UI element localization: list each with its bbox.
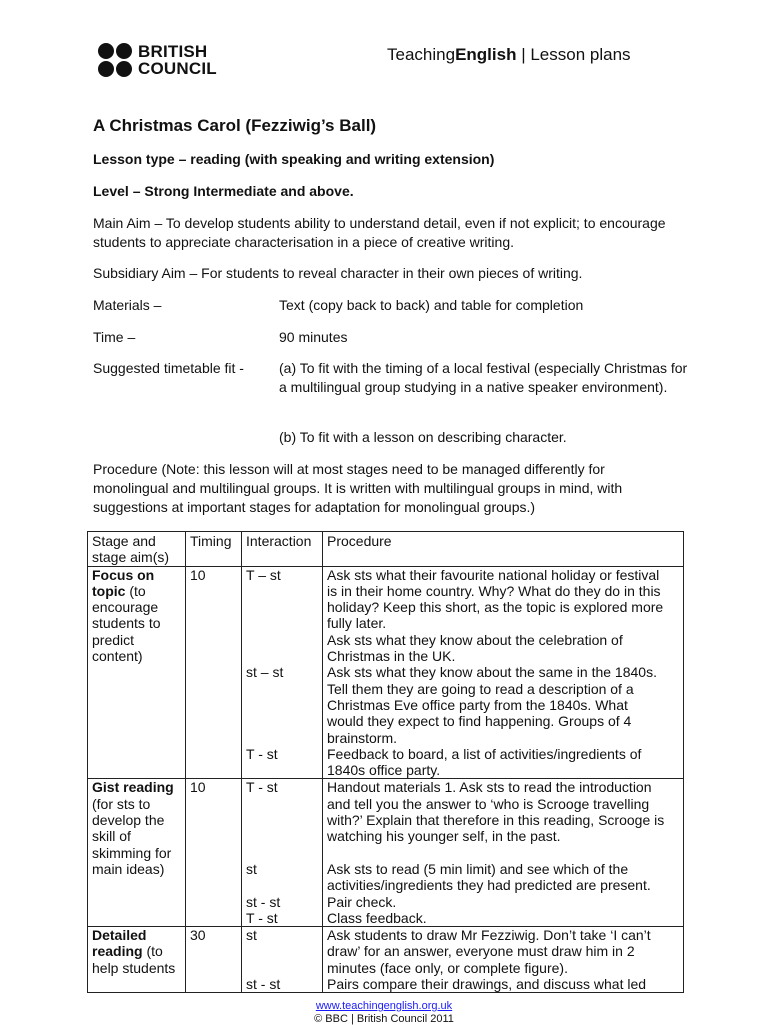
table-row bbox=[88, 779, 684, 927]
time-label: Time – bbox=[93, 329, 136, 345]
stage-cell bbox=[88, 566, 186, 779]
header-procedure: Procedure bbox=[323, 532, 684, 567]
procedure-line: brainstorm. bbox=[327, 729, 398, 746]
footer-url[interactable]: www.teachingenglish.org.uk bbox=[315, 1000, 453, 1012]
procedure-line: Ask sts to read (5 min limit) and see which of the bbox=[327, 860, 629, 877]
interaction-line: st - st bbox=[246, 976, 281, 993]
procedure-line: 1840s office party. bbox=[327, 762, 441, 779]
stage-aim: (to encourage students to predict content) bbox=[92, 582, 161, 665]
stage-aim: (for sts to develop the skill of skimming for main ideas) bbox=[92, 795, 172, 877]
brand-bold: English bbox=[455, 45, 517, 64]
header-stage: Stage and stage aim(s) bbox=[88, 532, 186, 567]
interaction-line bbox=[246, 796, 318, 812]
timing-cell: 10 bbox=[186, 779, 242, 927]
interaction-line bbox=[246, 583, 318, 599]
timetable-option-b: (b) To fit with a lesson on describing character. bbox=[279, 429, 567, 445]
interaction-line: st - st bbox=[246, 893, 281, 910]
procedure-line: with?’ Explain that therefore in this reading, Scrooge is bbox=[327, 812, 665, 829]
timetable-option-a: (a) To fit with the timing of a local festival (especially Christmas for a multilingual group studying in a native speaker environment). bbox=[279, 360, 688, 395]
brand-separator: | bbox=[516, 45, 531, 64]
interaction-line bbox=[246, 648, 318, 664]
level: Level – Strong Intermediate and above. bbox=[93, 183, 354, 199]
table-row bbox=[88, 927, 684, 993]
materials-label: Materials – bbox=[93, 297, 162, 313]
procedure-line: minutes (face only, or complete figure). bbox=[327, 959, 568, 976]
procedure-line: fully later. bbox=[327, 615, 387, 632]
procedure-line: Christmas in the UK. bbox=[327, 648, 456, 665]
stage-name: Detailed reading bbox=[92, 927, 147, 960]
procedure-cell bbox=[323, 566, 684, 779]
procedure-line: Ask students to draw Mr Fezziwig. Don’t take ‘I can’t bbox=[327, 927, 651, 944]
interaction-line: st – st bbox=[246, 664, 284, 681]
logo-line-2: COUNCIL bbox=[138, 59, 217, 78]
footer-link[interactable] bbox=[0, 1000, 768, 1012]
timing-cell: 10 bbox=[186, 566, 242, 779]
lesson-type: Lesson type – reading (with speaking and writing extension) bbox=[93, 151, 495, 167]
teaching-english-header bbox=[387, 44, 631, 66]
procedure-line: is in their home country. Why? What do they do in this bbox=[327, 582, 661, 599]
procedure-line: Christmas Eve office party from the 1840s. What bbox=[327, 696, 628, 713]
interaction-line bbox=[246, 845, 318, 861]
header-timing: Timing bbox=[186, 532, 242, 567]
procedure-line: and tell you the answer to ‘who is Scrooge travelling bbox=[327, 795, 650, 812]
table-header-row bbox=[88, 532, 684, 567]
procedure-cell bbox=[323, 779, 684, 927]
procedure-line: watching his younger self, in the past. bbox=[327, 828, 561, 845]
stage-cell bbox=[88, 779, 186, 927]
interaction-line bbox=[246, 632, 318, 648]
timing-cell: 30 bbox=[186, 927, 242, 993]
interaction-line bbox=[246, 828, 318, 844]
brand-section: Lesson plans bbox=[530, 45, 631, 64]
materials-value: Text (copy back to back) and table for completion bbox=[279, 297, 584, 313]
interaction-line: st bbox=[246, 927, 257, 944]
brand-regular: Teaching bbox=[387, 45, 456, 64]
interaction-line bbox=[246, 960, 318, 976]
interaction-line: T - st bbox=[246, 909, 278, 926]
procedure-line: Handout materials 1. Ask sts to read the introduction bbox=[327, 779, 652, 796]
british-council-logo bbox=[98, 43, 217, 77]
interaction-cell bbox=[242, 566, 323, 779]
interaction-cell bbox=[242, 927, 323, 993]
interaction-line bbox=[246, 599, 318, 615]
interaction-line bbox=[246, 697, 318, 713]
interaction-line: T - st bbox=[246, 745, 278, 762]
stage-cell bbox=[88, 927, 186, 993]
procedure-line: Ask sts what their favourite national holiday or festival bbox=[327, 566, 660, 583]
procedure-line: holiday? Keep this short, as the topic is explored more bbox=[327, 599, 664, 616]
procedure-line: Feedback to board, a list of activities/ingredients of bbox=[327, 745, 642, 762]
time-value: 90 minutes bbox=[279, 329, 348, 345]
procedure-line bbox=[327, 845, 679, 861]
logo-dots-icon bbox=[98, 43, 132, 77]
logo-text bbox=[138, 43, 217, 77]
logo-line-1: BRITISH bbox=[138, 42, 208, 61]
timetable-label: Suggested timetable fit - bbox=[93, 360, 244, 376]
header-interaction: Interaction bbox=[242, 532, 323, 567]
interaction-line: st bbox=[246, 860, 257, 877]
interaction-line bbox=[246, 713, 318, 729]
interaction-line bbox=[246, 812, 318, 828]
procedure-cell bbox=[323, 927, 684, 993]
interaction-line bbox=[246, 943, 318, 959]
interaction-line bbox=[246, 615, 318, 631]
procedure-note: Procedure (Note: this lesson will at most stages need to be managed differently for monolingual and multilingual groups. It is written with multilingual groups in mind, with suggestions at important stages for adaptation for monolingual groups.) bbox=[93, 461, 623, 515]
procedure-line: Ask sts what they know about the celebration of bbox=[327, 631, 623, 648]
procedure-line: Class feedback. bbox=[327, 909, 427, 926]
procedure-line: Pairs compare their drawings, and discuss what led bbox=[327, 976, 647, 993]
procedure-line: activities/ingredients they had predicted are present. bbox=[327, 877, 651, 894]
interaction-cell bbox=[242, 779, 323, 927]
stage-name: Focus on topic bbox=[92, 566, 155, 599]
procedure-line: draw’ for an answer, everyone must draw him in 2 bbox=[327, 943, 635, 960]
procedure-line: Tell them they are going to read a description of a bbox=[327, 680, 634, 697]
interaction-line: T - st bbox=[246, 779, 278, 796]
interaction-line: T – st bbox=[246, 566, 281, 583]
interaction-line bbox=[246, 730, 318, 746]
footer-copyright: © BBC | British Council 2011 bbox=[314, 1013, 454, 1025]
stage-name: Gist reading bbox=[92, 779, 174, 796]
page-title: A Christmas Carol (Fezziwig’s Ball) bbox=[93, 116, 377, 135]
interaction-line bbox=[246, 877, 318, 893]
procedure-line: would they expect to find happening. Groups of 4 bbox=[327, 713, 632, 730]
procedure-table bbox=[87, 531, 684, 993]
procedure-line: Pair check. bbox=[327, 893, 397, 910]
interaction-line bbox=[246, 681, 318, 697]
subsidiary-aim: Subsidiary Aim – For students to reveal character in their own pieces of writing. bbox=[93, 265, 583, 281]
table-row bbox=[88, 566, 684, 779]
stage-aim: (to help students bbox=[92, 943, 176, 976]
procedure-line: Ask sts what they know about the same in the 1840s. bbox=[327, 664, 657, 681]
main-aim: Main Aim – To develop students ability to understand detail, even if not explicit; to encourage students to appreciate characterisation in a piece of creative writing. bbox=[93, 215, 666, 250]
